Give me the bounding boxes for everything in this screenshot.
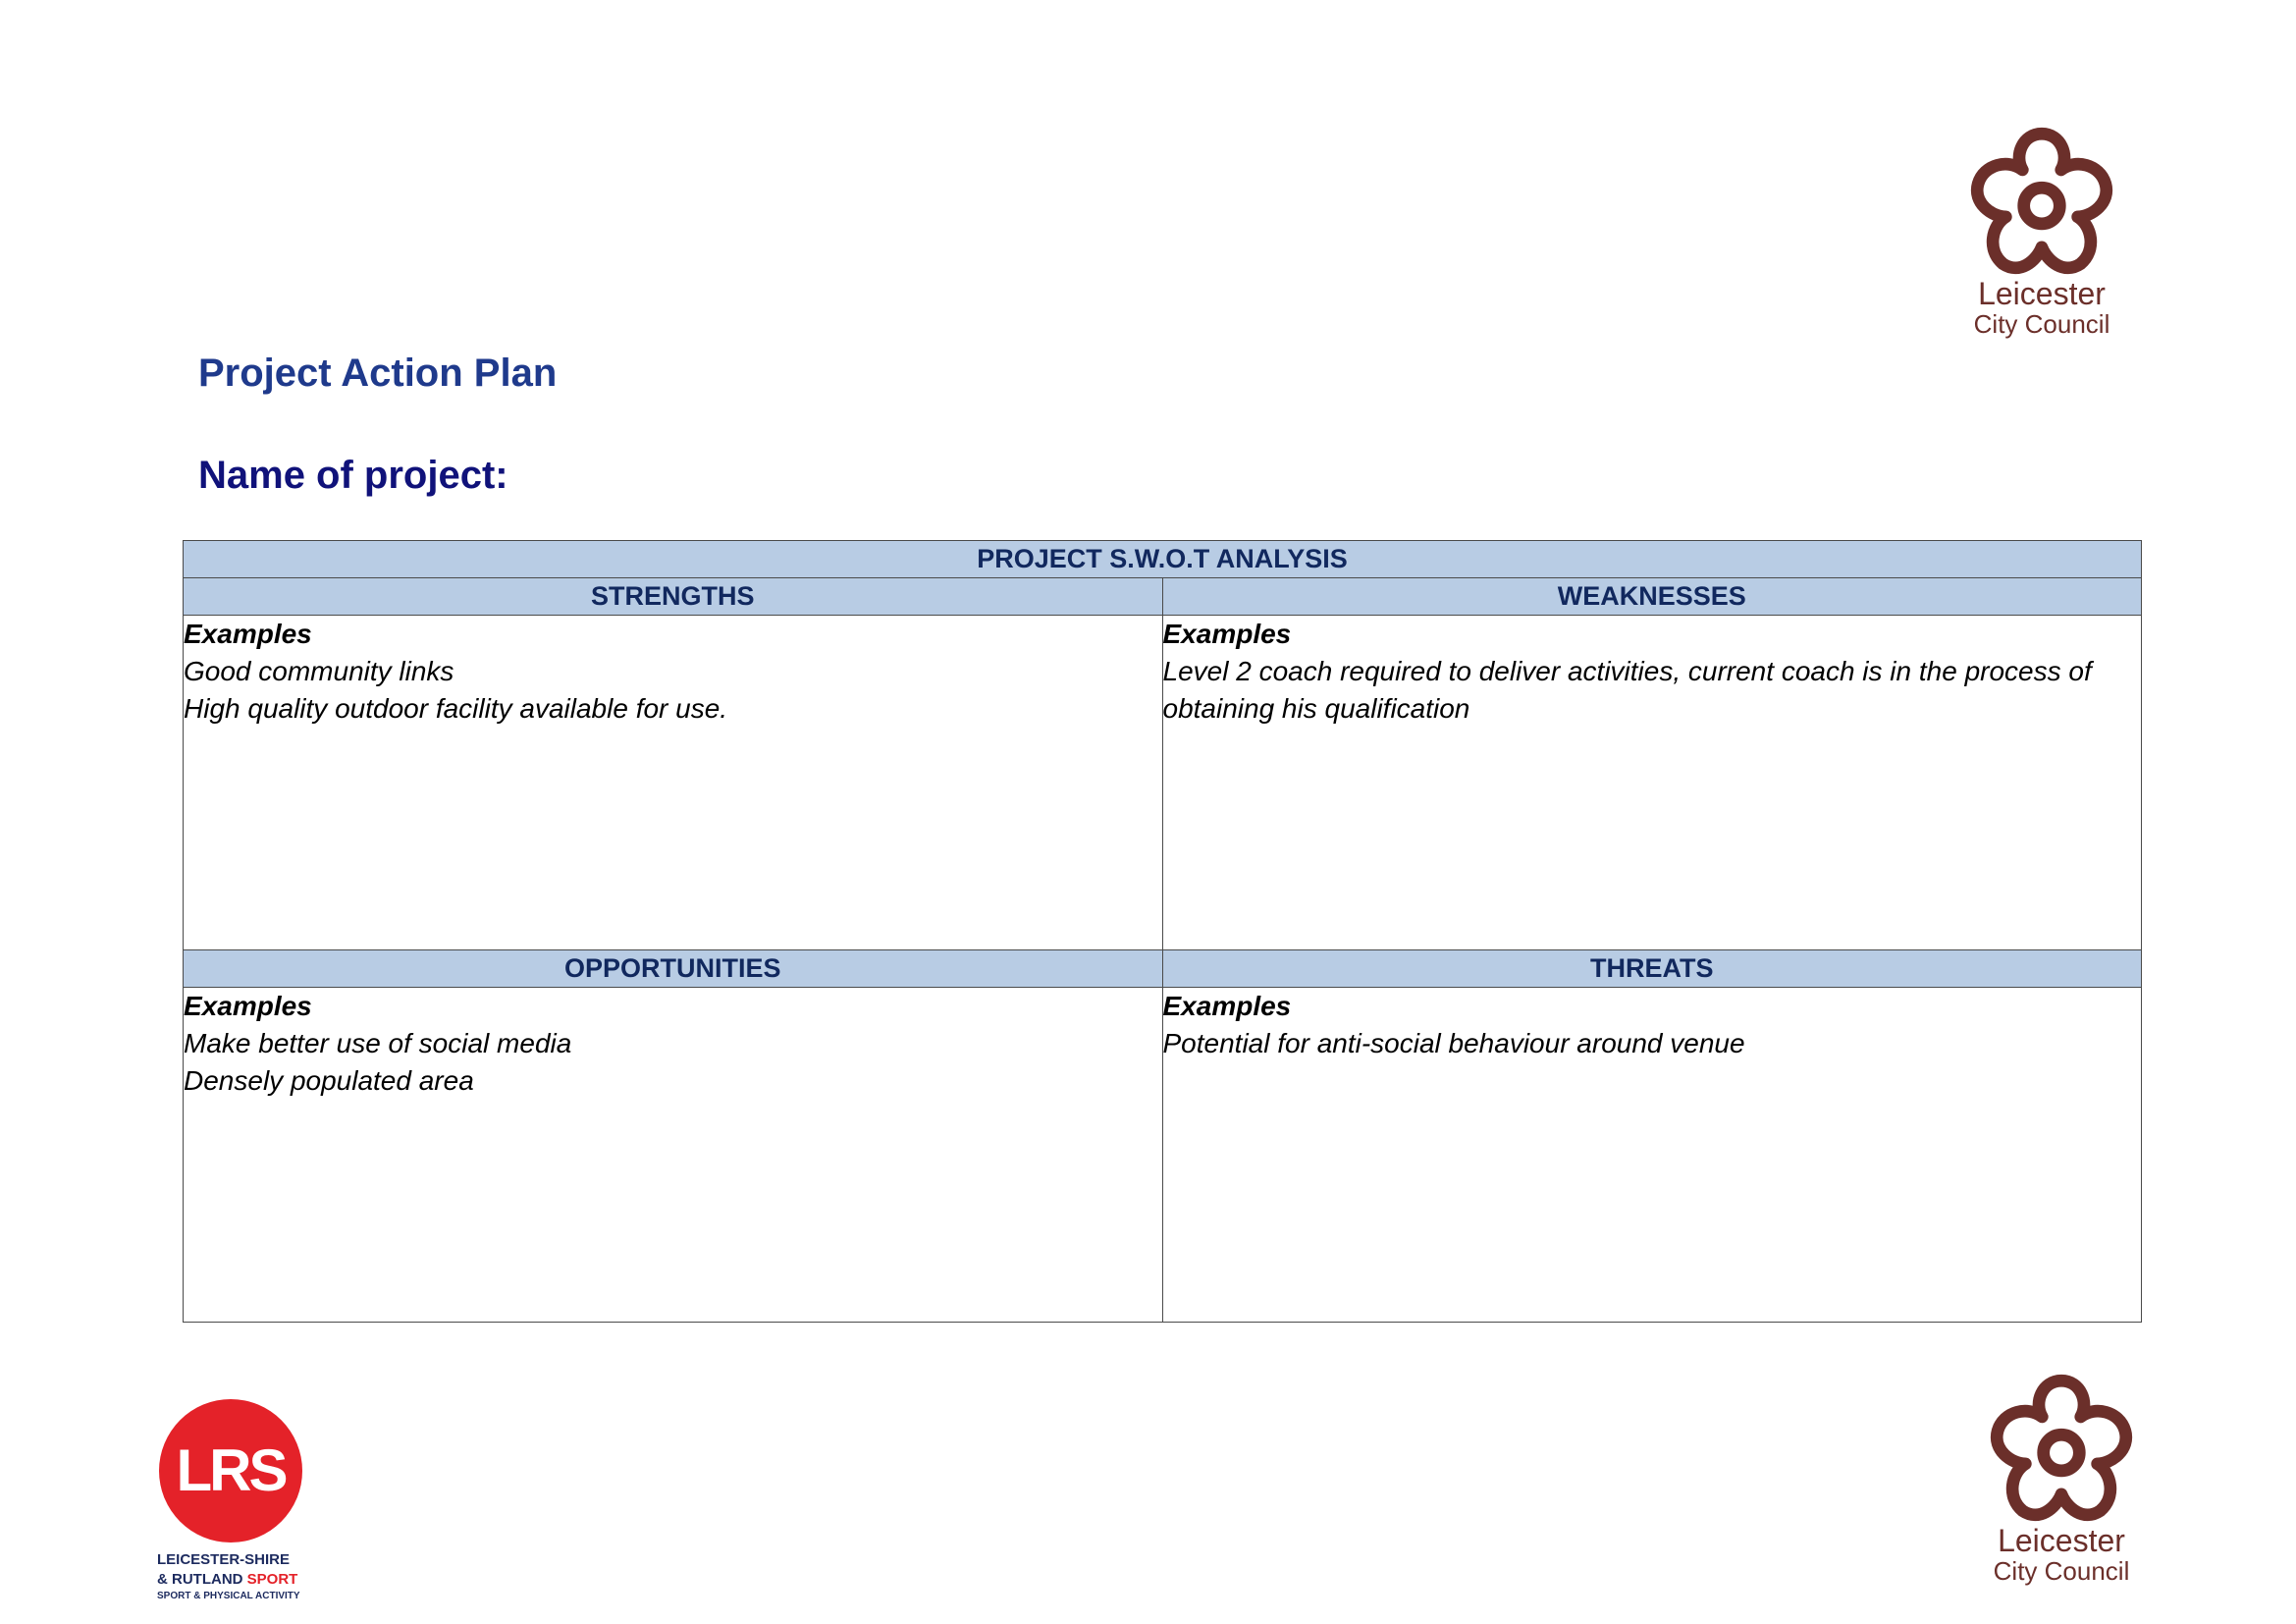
council-logo-line1: Leicester xyxy=(1978,276,2106,311)
lrs-logo-line1: LEICESTER-SHIRE xyxy=(157,1551,291,1568)
strengths-examples-label: Examples xyxy=(184,619,312,649)
lrs-logo xyxy=(157,1399,304,1603)
strengths-item: High quality outdoor facility available for use. xyxy=(184,693,728,724)
council-logo-line2: City Council xyxy=(1993,1556,2130,1586)
opportunities-examples-label: Examples xyxy=(184,991,312,1021)
lrs-logo-line2-b: SPORT xyxy=(246,1571,298,1588)
threats-heading: THREATS xyxy=(1162,950,2142,988)
weaknesses-cell[interactable] xyxy=(1162,616,2142,950)
weaknesses-item: Level 2 coach required to deliver activities, current coach is in the process of obtaining his qualification xyxy=(1162,656,2092,724)
lrs-logo-line2 xyxy=(157,1570,304,1590)
opportunities-heading: OPPORTUNITIES xyxy=(184,950,1163,988)
strengths-heading: STRENGTHS xyxy=(184,578,1163,616)
threats-examples-label: Examples xyxy=(1162,991,1292,1021)
weaknesses-heading: WEAKNESSES xyxy=(1162,578,2142,616)
strengths-item: Good community links xyxy=(184,656,454,686)
weaknesses-examples-label: Examples xyxy=(1162,619,1292,649)
page-title: Project Action Plan xyxy=(198,352,558,395)
lrs-logo-line3: SPORT & PHYSICAL ACTIVITY xyxy=(157,1591,300,1601)
lrs-logo-line2-a: & RUTLAND xyxy=(157,1571,247,1588)
council-logo-line2: City Council xyxy=(1973,309,2110,339)
project-name-label: Name of project: xyxy=(198,454,508,497)
strengths-cell[interactable] xyxy=(184,616,1163,950)
council-logo-line1: Leicester xyxy=(1998,1523,2125,1558)
opportunities-item: Densely populated area xyxy=(184,1065,474,1096)
opportunities-cell[interactable] xyxy=(184,988,1163,1323)
rose-emblem-icon xyxy=(1958,123,2125,275)
council-logo-top xyxy=(1949,123,2135,338)
threats-cell[interactable] xyxy=(1162,988,2142,1323)
council-logo-bottom xyxy=(1968,1370,2155,1585)
threats-item: Potential for anti-social behaviour around venue xyxy=(1162,1028,1745,1058)
opportunities-item: Make better use of social media xyxy=(184,1028,572,1058)
lrs-logo-mark: LRS xyxy=(159,1399,302,1543)
swot-table xyxy=(183,540,2142,1323)
swot-title: PROJECT S.W.O.T ANALYSIS xyxy=(184,541,2142,578)
rose-emblem-icon xyxy=(1978,1370,2145,1522)
